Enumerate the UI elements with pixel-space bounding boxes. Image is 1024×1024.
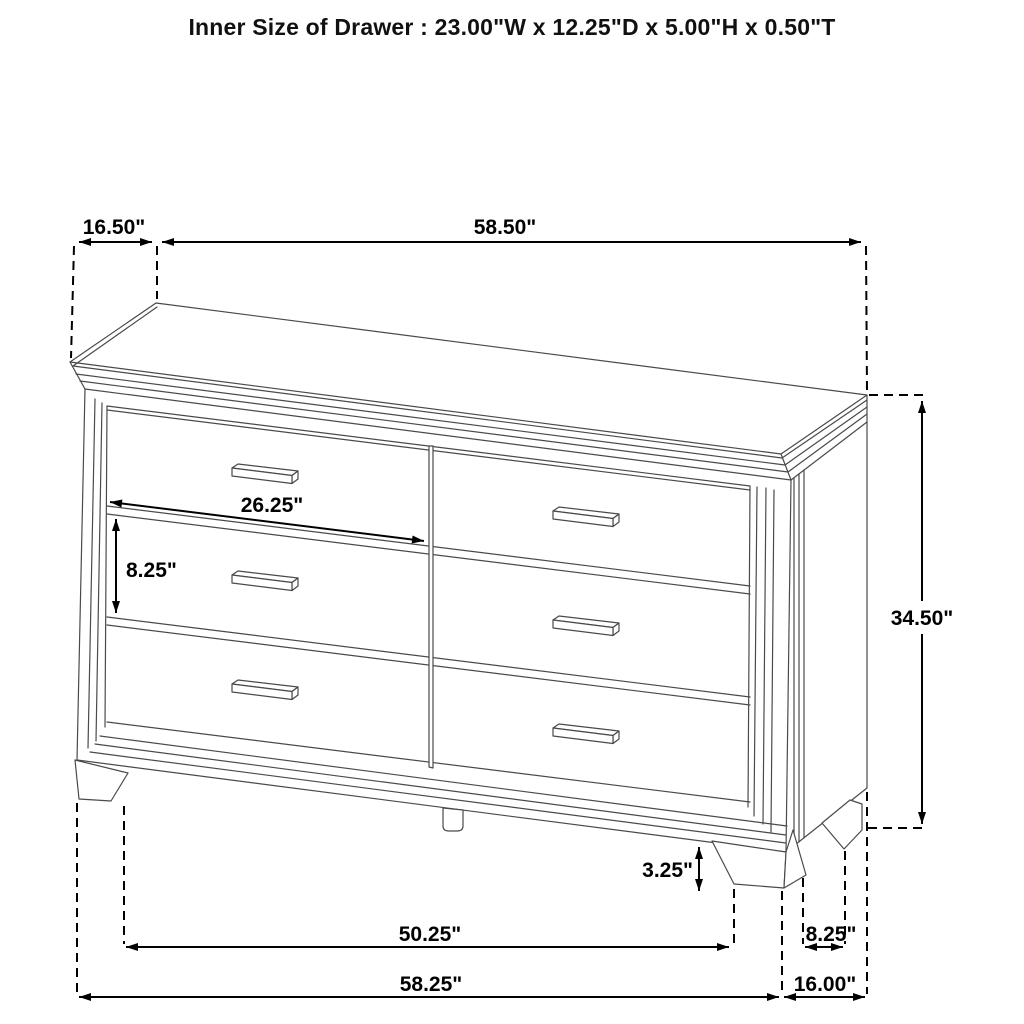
- drawer-handle: [232, 464, 298, 484]
- dim-overall-height-label: 34.50": [890, 607, 954, 630]
- front-right-foot: [712, 841, 786, 888]
- right-side-panel: [786, 395, 867, 852]
- feet: [75, 760, 862, 888]
- rear-right-foot: [822, 800, 862, 849]
- drawer-handle: [553, 616, 619, 636]
- diagram-title: Inner Size of Drawer : 23.00"W x 12.25"D x 5.00"H x 0.50"T: [188, 14, 836, 40]
- center-foot: [443, 808, 463, 831]
- dim-top-depth-label: 16.50": [82, 216, 146, 239]
- drawer-handle: [232, 571, 298, 591]
- dresser-top-surface: [70, 303, 867, 458]
- dim-overall-width-label: 58.25": [399, 973, 463, 996]
- dim-drawer-height-label: 8.25": [126, 559, 177, 582]
- dresser-drawing: [70, 303, 867, 888]
- dim-front-leg-span-label: 50.25": [398, 923, 462, 946]
- dim-overall-depth-label: 16.00": [793, 973, 857, 996]
- dim-leg-height-label: 3.25": [642, 859, 693, 882]
- drawer-handle: [232, 680, 298, 700]
- dim-top-width-label: 58.50": [473, 216, 537, 239]
- center-divider: [429, 446, 433, 768]
- dim-drawer-width-label: 26.25": [240, 494, 304, 517]
- dim-leg-depth-gap-label: 8.25": [805, 923, 857, 946]
- drawer-handle: [553, 724, 619, 744]
- drawer-handle: [553, 507, 619, 527]
